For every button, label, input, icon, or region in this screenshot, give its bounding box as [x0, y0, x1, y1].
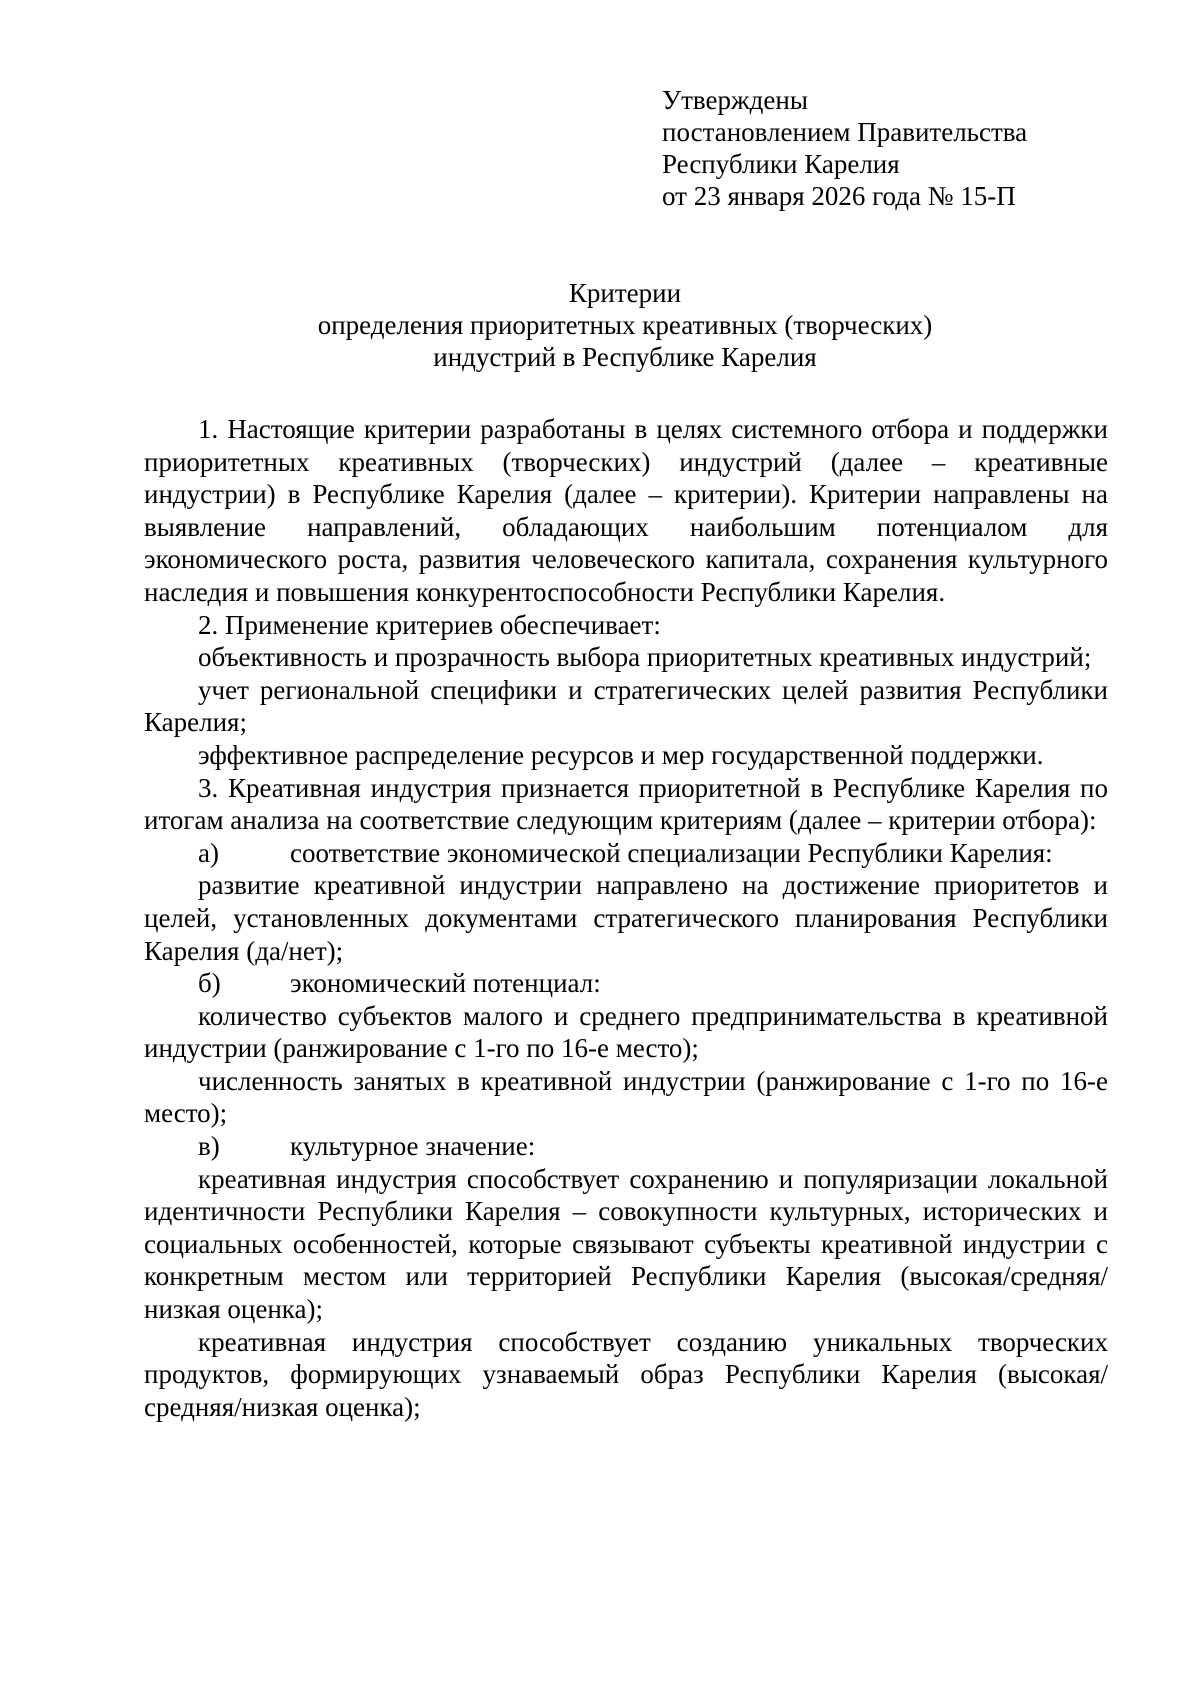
criterion-title: соответствие экономической специализации Республики Карелия:: [290, 837, 1053, 868]
criterion-a-heading: [144, 837, 1108, 870]
paragraph-2-item: эффективное распределение ресурсов и мер государственной поддержки.: [198, 739, 1044, 770]
approval-line: постановлением Правительства: [662, 117, 1028, 147]
criterion-v-heading: [144, 1130, 1108, 1163]
document-title: [140, 277, 1110, 373]
criterion-letter: в): [198, 1131, 220, 1162]
paragraph-2-item: объективность и прозрачность выбора приоритетных креативных индустрий;: [198, 642, 1092, 673]
criterion-letter: а): [198, 837, 219, 868]
approval-date-line: от 23 января 2026 года № 15-П: [662, 181, 1016, 211]
approval-line: Утверждены: [662, 85, 808, 115]
criterion-title: экономический потенциал:: [290, 968, 601, 999]
paragraph-1: 1. Настоящие критерии разработаны в целях системного отбора и поддержки приоритетных креативных (творческих) индустрий (далее – креативные индустрии) в Республике Карелия (далее – критерии). Критерии направлены на выявление направлений, обладающих наибольшим потенциалом для экономического роста, развития человеческого капитала, сохранения культурного наследия и повышения конкурентоспособности Республики Карелия.: [144, 414, 1108, 607]
criterion-a-text: развитие креативной индустрии направлено на достижение приоритетов и целей, установленных документами стратегического планирования Республики Карелия (да/нет);: [144, 870, 1108, 966]
title-line: определения приоритетных креативных (творческих): [317, 310, 933, 340]
criterion-b-heading: [144, 967, 1108, 1000]
criterion-v-text: креативная индустрия способствует созданию уникальных творческих продуктов, формирующих узнаваемый образ Республики Карелия (высокая/средняя/низкая оценка);: [144, 1326, 1108, 1422]
paragraph-2: 2. Применение критериев обеспечивает:: [198, 609, 661, 640]
document-body: [144, 413, 1108, 1423]
criterion-title: культурное значение:: [290, 1131, 536, 1162]
paragraph-2-item: учет региональной специфики и стратегических целей развития Республики Карелия;: [144, 674, 1108, 738]
criterion-b-text: численность занятых в креативной индустрии (ранжирование с 1-го по 16-е место);: [144, 1065, 1108, 1129]
criterion-v-text: креативная индустрия способствует сохранению и популяризации локальной идентичности Республики Карелия – совокупности культурных, исторических и социальных особенностей, которые связывают субъекты креативной индустрии с конкретным местом или территорией Республики Карелия (высокая/средняя/низкая оценка);: [144, 1163, 1108, 1325]
title-line: Критерии: [568, 278, 682, 308]
approval-block: [662, 84, 1027, 212]
paragraph-3: 3. Креативная индустрия признается приоритетной в Республике Карелия по итогам анализа на соответствие следующим критериям (далее – критерии отбора):: [144, 772, 1108, 836]
title-line: индустрий в Республике Карелия: [433, 342, 817, 372]
approval-line: Республики Карелия: [662, 149, 900, 179]
criterion-letter: б): [198, 968, 221, 999]
criterion-b-text: количество субъектов малого и среднего предпринимательства в креативной индустрии (ранжирование с 1-го по 16-е место);: [144, 1000, 1108, 1064]
